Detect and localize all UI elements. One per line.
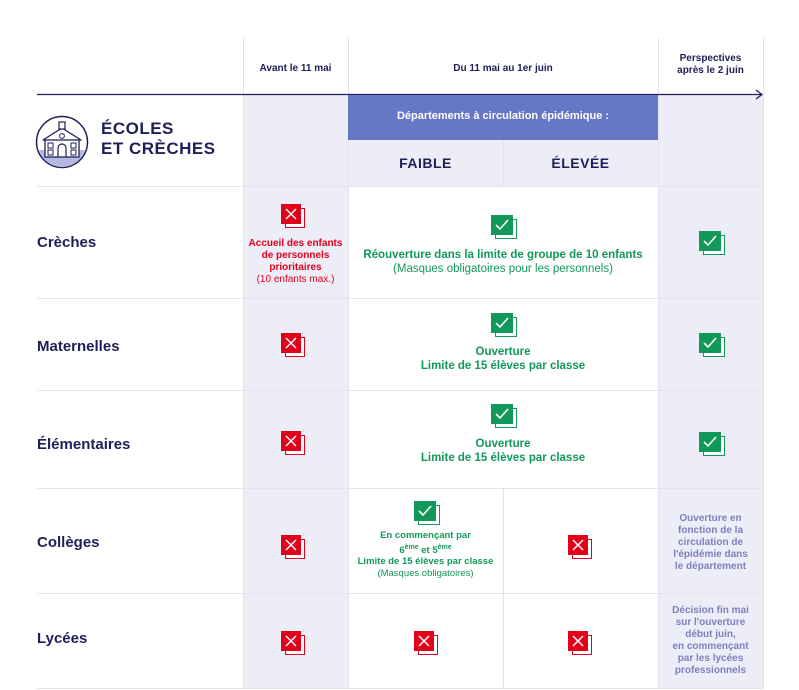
before-column-shade [243, 95, 348, 688]
elementaires-during-line1: Ouverture [475, 438, 531, 450]
elementaires-during-text [348, 437, 658, 465]
section-title-line2: ET CRÈCHES [101, 139, 216, 158]
creches-during-line2: (Masques obligatoires pour les personnels) [393, 263, 613, 275]
creches-during-line1: Réouverture dans la limite de groupe de 10 enfants [363, 249, 643, 261]
row-separator [37, 688, 763, 689]
low-circulation-label: FAIBLE [399, 155, 452, 171]
maternelles-during-line1: Ouverture [475, 346, 531, 358]
row-separator [37, 488, 763, 489]
section-title-line1: ÉCOLES [101, 119, 174, 138]
green-check-checkbox-icon [491, 215, 517, 239]
elementaires-during-line2: Limite de 15 élèves par classe [420, 452, 586, 464]
red-cross-checkbox-icon [414, 631, 436, 653]
row-separator [37, 593, 763, 594]
green-check-checkbox-icon [414, 501, 440, 525]
row-label-maternelles: Maternelles [37, 338, 120, 355]
section-title [101, 119, 216, 159]
maternelles-during-text [348, 345, 658, 373]
colleges-low-line4: (Masques obligatoires) [377, 567, 474, 579]
row-separator [37, 186, 763, 187]
lycees-after-line1: Décision fin mai [672, 605, 749, 616]
departments-band [348, 95, 658, 140]
green-check-checkbox-icon [699, 231, 725, 255]
colleges-low-line1: En commençant par [380, 530, 471, 541]
high-circulation-label: ÉLEVÉE [551, 155, 610, 171]
column-header-after-line1: Perspectives [679, 53, 742, 64]
creches-before-line1: Accueil des enfants [248, 238, 343, 249]
red-cross-checkbox-icon [568, 631, 590, 653]
maternelles-during-line2: Limite de 15 élèves par classe [420, 360, 586, 372]
colleges-low-line2: 6ème et 5ème [399, 543, 452, 556]
row-separator [37, 390, 763, 391]
colleges-after-line4: l'épidémie dans [673, 549, 748, 560]
divider [243, 38, 244, 688]
row-label-lycees: Lycées [37, 630, 88, 647]
lycees-after-line6: professionnels [674, 665, 747, 676]
row-separator [37, 298, 763, 299]
colleges-after-line3: circulation de [677, 537, 743, 548]
lycees-after-line2: sur l'ouverture [675, 617, 746, 628]
creches-before-text [243, 238, 348, 286]
red-cross-checkbox-icon [281, 333, 303, 355]
red-cross-checkbox-icon [281, 431, 303, 453]
column-header-before: Avant le 11 mai [259, 63, 332, 74]
red-cross-checkbox-icon [281, 631, 303, 653]
red-cross-checkbox-icon [281, 204, 303, 226]
colleges-after-line2: fonction de la [678, 525, 743, 536]
green-check-checkbox-icon [699, 333, 725, 357]
row-label-colleges: Collèges [37, 534, 100, 551]
creches-before-line4: (10 enfants max.) [256, 274, 335, 285]
column-header-during: Du 11 mai au 1er juin [453, 63, 553, 74]
lycees-after-line3: début juin, [685, 629, 736, 640]
colleges-after-line5: le département [674, 561, 747, 572]
divider [503, 488, 504, 688]
colleges-low-text [348, 530, 503, 579]
departments-label: Départements à circulation épidémique : [396, 110, 610, 122]
lycees-after-line4: en commençant [672, 641, 749, 652]
creches-before-line2: de personnels [261, 250, 330, 261]
lycees-after-line5: par les lycées [677, 653, 744, 664]
after-column-shade [658, 95, 763, 688]
colleges-low-line3: Limite de 15 élèves par classe [357, 556, 494, 568]
divider [763, 38, 764, 688]
divider [658, 38, 659, 688]
colleges-after-text [658, 513, 763, 573]
column-header-after [658, 53, 763, 77]
red-cross-checkbox-icon [568, 535, 590, 557]
creches-before-line3: prioritaires [269, 262, 322, 273]
column-header-after-line2: après le 2 juin [677, 65, 744, 76]
green-check-checkbox-icon [699, 432, 725, 456]
green-check-checkbox-icon [491, 404, 517, 428]
red-cross-checkbox-icon [281, 535, 303, 557]
row-label-creches: Crèches [37, 234, 97, 251]
lycees-after-text [658, 605, 763, 677]
row-label-elementaires: Élémentaires [37, 436, 131, 453]
green-check-checkbox-icon [491, 313, 517, 337]
school-building-icon [35, 115, 89, 174]
colleges-after-line1: Ouverture en [679, 513, 742, 524]
creches-during-text [348, 248, 658, 276]
